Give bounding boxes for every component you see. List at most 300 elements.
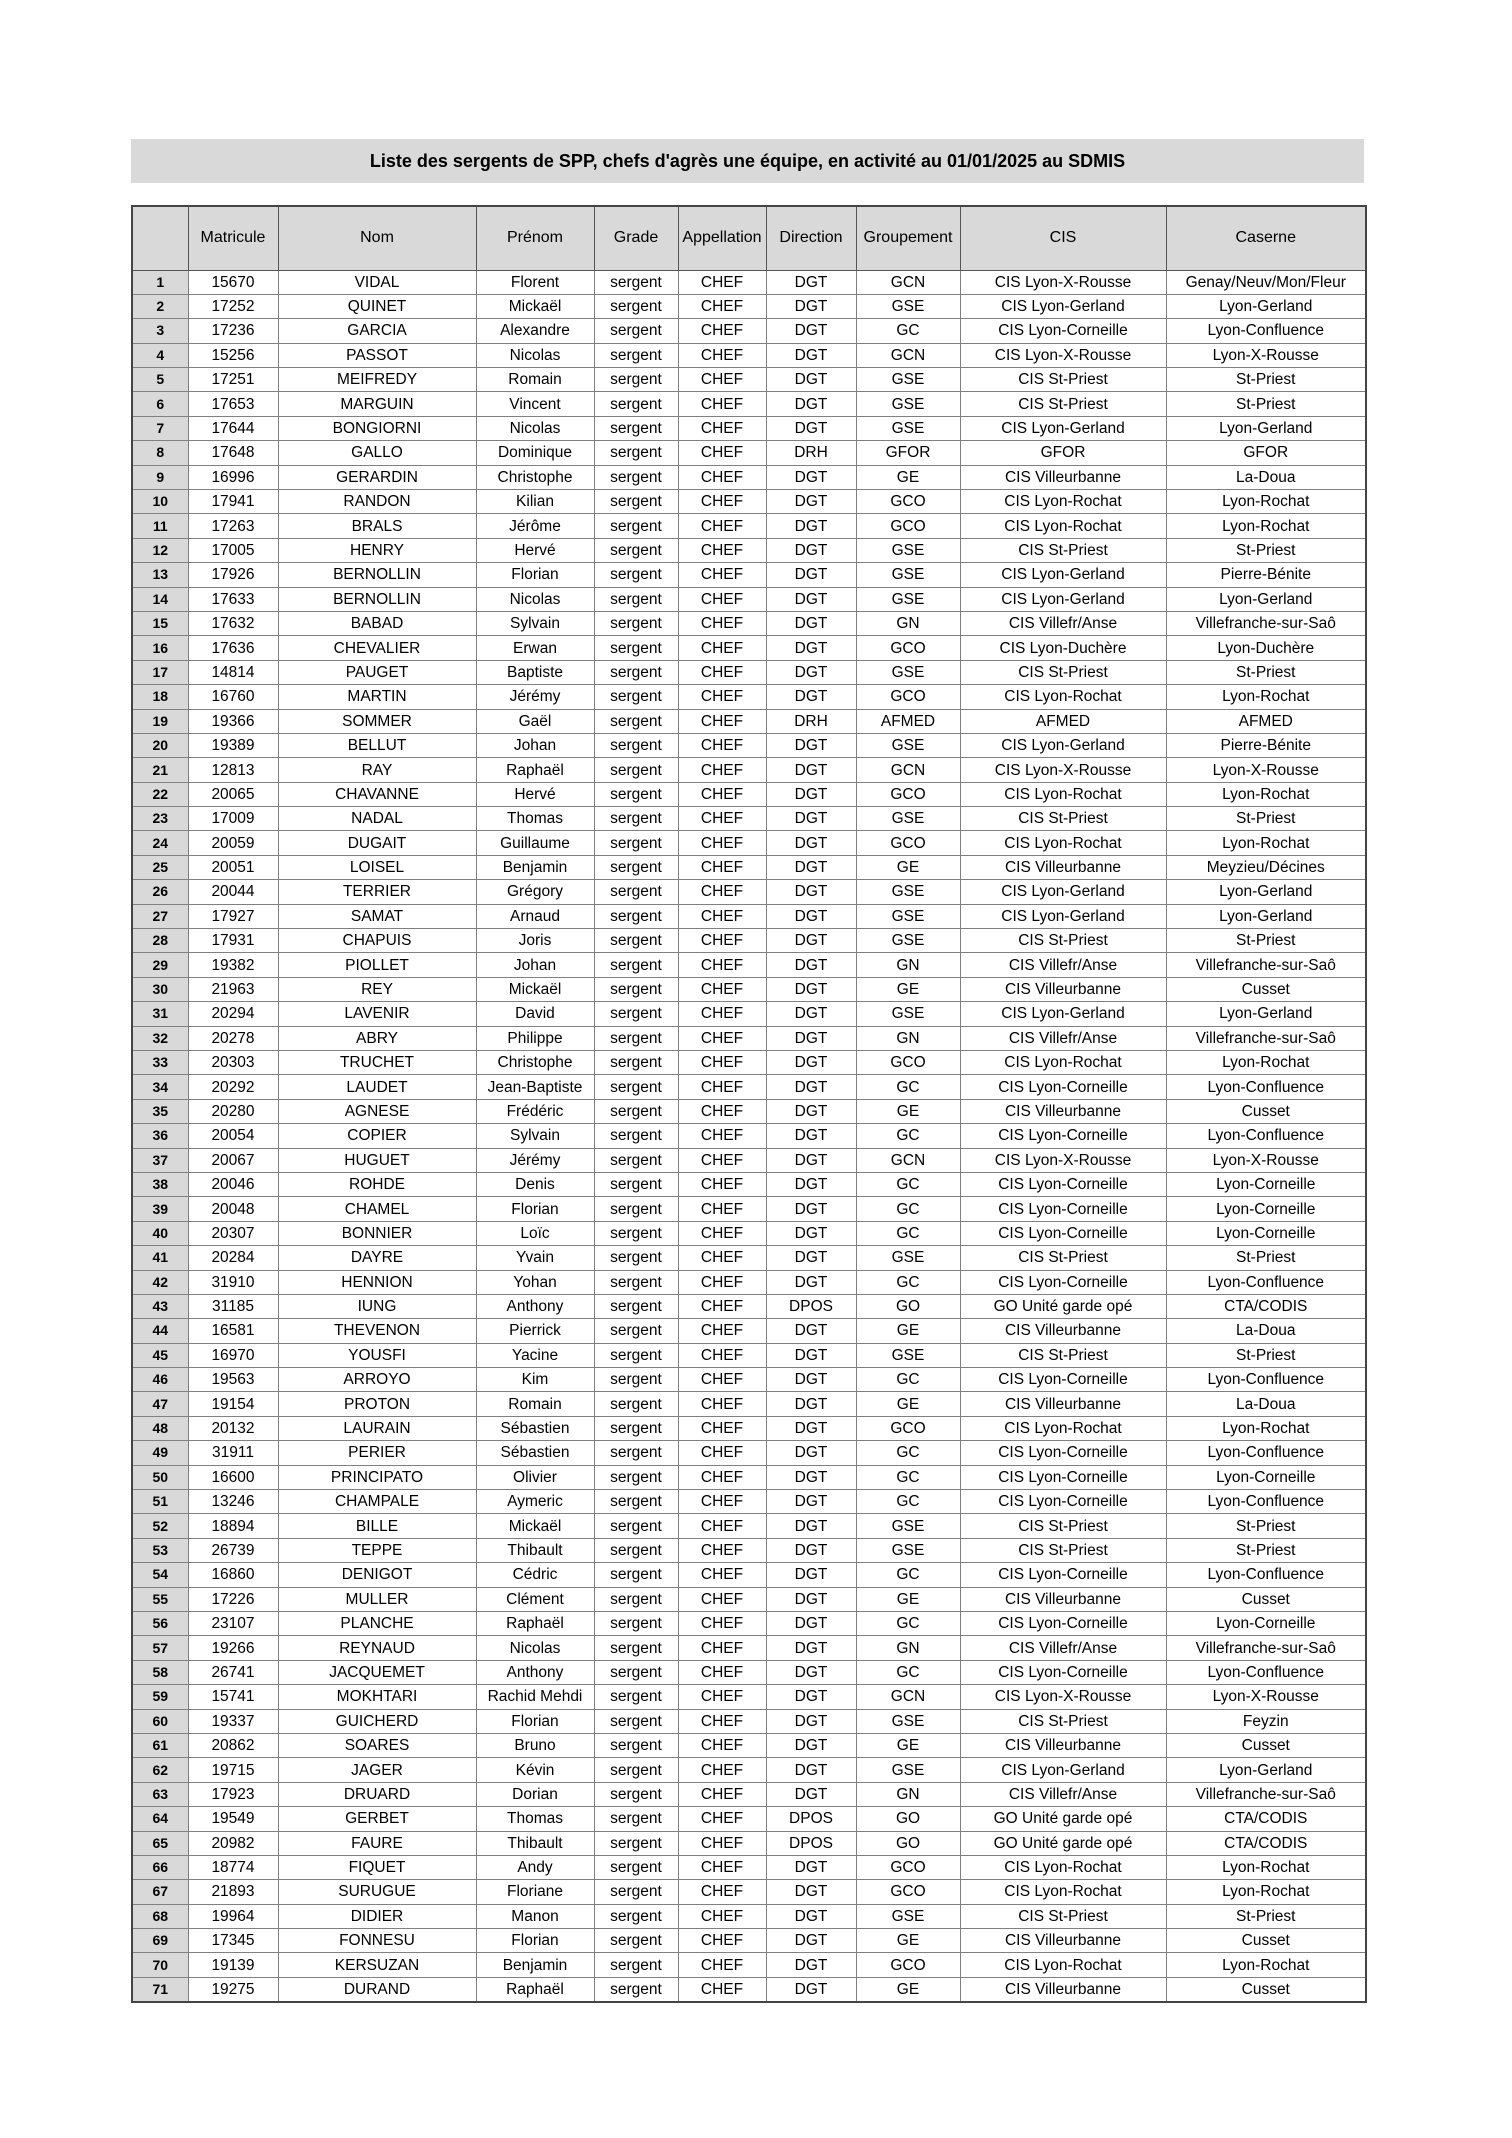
cell-appellation: CHEF — [678, 1733, 766, 1757]
cell-cis: CIS Lyon-Corneille — [960, 1172, 1166, 1196]
table-row — [132, 514, 1366, 538]
cell-grade: sergent — [594, 1782, 678, 1806]
cell-direction: DGT — [766, 490, 856, 514]
cell-row-number: 41 — [132, 1246, 188, 1270]
cell-nom: RANDON — [278, 490, 476, 514]
cell-row-number: 2 — [132, 294, 188, 318]
cell-matricule: 20982 — [188, 1831, 278, 1855]
cell-caserne: St-Priest — [1166, 1246, 1366, 1270]
cell-appellation: CHEF — [678, 855, 766, 879]
cell-cis: GFOR — [960, 441, 1166, 465]
table-row — [132, 1611, 1366, 1635]
cell-caserne: Cusset — [1166, 1929, 1366, 1953]
cell-appellation: CHEF — [678, 977, 766, 1001]
cell-matricule: 15670 — [188, 270, 278, 294]
cell-prenom: Nicolas — [476, 587, 594, 611]
cell-direction: DGT — [766, 1392, 856, 1416]
cell-appellation: CHEF — [678, 1807, 766, 1831]
cell-prenom: Romain — [476, 368, 594, 392]
cell-matricule: 20280 — [188, 1099, 278, 1123]
cell-appellation: CHEF — [678, 1026, 766, 1050]
cell-groupement: GSE — [856, 1343, 960, 1367]
cell-row-number: 55 — [132, 1587, 188, 1611]
table-row — [132, 1880, 1366, 1904]
cell-grade: sergent — [594, 1246, 678, 1270]
cell-grade: sergent — [594, 1002, 678, 1026]
cell-nom: SAMAT — [278, 904, 476, 928]
table-row — [132, 1124, 1366, 1148]
cell-caserne: Lyon-Confluence — [1166, 1075, 1366, 1099]
cell-direction: DGT — [766, 1758, 856, 1782]
cell-cis: CIS Lyon-Gerland — [960, 587, 1166, 611]
cell-nom: SOARES — [278, 1733, 476, 1757]
cell-caserne: Lyon-Corneille — [1166, 1172, 1366, 1196]
cell-groupement: GC — [856, 1611, 960, 1635]
cell-grade: sergent — [594, 831, 678, 855]
cell-nom: MEIFREDY — [278, 368, 476, 392]
table-row — [132, 1953, 1366, 1977]
cell-caserne: Lyon-Rochat — [1166, 514, 1366, 538]
table-row — [132, 1855, 1366, 1879]
cell-prenom: Arnaud — [476, 904, 594, 928]
cell-groupement: GCO — [856, 1416, 960, 1440]
cell-groupement: GSE — [856, 368, 960, 392]
cell-caserne: Pierre-Bénite — [1166, 563, 1366, 587]
table-row — [132, 977, 1366, 1001]
column-header-appellation: Appellation — [678, 206, 766, 270]
cell-groupement: GN — [856, 953, 960, 977]
cell-groupement: GSE — [856, 1709, 960, 1733]
table-row — [132, 1587, 1366, 1611]
column-header-caserne: Caserne — [1166, 206, 1366, 270]
cell-grade: sergent — [594, 855, 678, 879]
cell-nom: DURAND — [278, 1977, 476, 2002]
cell-appellation: CHEF — [678, 416, 766, 440]
cell-prenom: Benjamin — [476, 855, 594, 879]
cell-direction: DGT — [766, 538, 856, 562]
cell-nom: BERNOLLIN — [278, 563, 476, 587]
cell-caserne: Lyon-Gerland — [1166, 587, 1366, 611]
cell-grade: sergent — [594, 1221, 678, 1245]
cell-direction: DGT — [766, 977, 856, 1001]
cell-cis: CIS Lyon-Corneille — [960, 1465, 1166, 1489]
cell-prenom: Erwan — [476, 636, 594, 660]
cell-caserne: Lyon-Gerland — [1166, 294, 1366, 318]
cell-matricule: 17005 — [188, 538, 278, 562]
cell-caserne: Lyon-Gerland — [1166, 1002, 1366, 1026]
cell-caserne: Lyon-Rochat — [1166, 685, 1366, 709]
cell-direction: DGT — [766, 416, 856, 440]
cell-grade: sergent — [594, 1538, 678, 1562]
cell-caserne: Lyon-Rochat — [1166, 831, 1366, 855]
cell-cis: CIS Lyon-Rochat — [960, 831, 1166, 855]
cell-grade: sergent — [594, 1148, 678, 1172]
cell-cis: CIS Villefr/Anse — [960, 1636, 1166, 1660]
cell-nom: PROTON — [278, 1392, 476, 1416]
cell-cis: GO Unité garde opé — [960, 1831, 1166, 1855]
cell-matricule: 17252 — [188, 294, 278, 318]
cell-cis: CIS Lyon-X-Rousse — [960, 1685, 1166, 1709]
cell-grade: sergent — [594, 636, 678, 660]
cell-direction: DGT — [766, 1221, 856, 1245]
cell-caserne: La-Doua — [1166, 1392, 1366, 1416]
cell-matricule: 19266 — [188, 1636, 278, 1660]
cell-caserne: Lyon-X-Rousse — [1166, 343, 1366, 367]
table-row — [132, 392, 1366, 416]
cell-row-number: 27 — [132, 904, 188, 928]
cell-matricule: 19563 — [188, 1368, 278, 1392]
cell-groupement: GC — [856, 1441, 960, 1465]
cell-matricule: 26739 — [188, 1538, 278, 1562]
cell-appellation: CHEF — [678, 1977, 766, 2002]
cell-cis: AFMED — [960, 709, 1166, 733]
cell-prenom: Nicolas — [476, 343, 594, 367]
cell-direction: DGT — [766, 1733, 856, 1757]
cell-matricule: 20294 — [188, 1002, 278, 1026]
cell-nom: MARGUIN — [278, 392, 476, 416]
cell-grade: sergent — [594, 1807, 678, 1831]
cell-caserne: Lyon-Corneille — [1166, 1611, 1366, 1635]
cell-row-number: 9 — [132, 465, 188, 489]
table-row — [132, 441, 1366, 465]
cell-appellation: CHEF — [678, 1514, 766, 1538]
cell-matricule: 14814 — [188, 660, 278, 684]
cell-cis: CIS St-Priest — [960, 368, 1166, 392]
cell-nom: BERNOLLIN — [278, 587, 476, 611]
cell-nom: JACQUEMET — [278, 1660, 476, 1684]
cell-row-number: 6 — [132, 392, 188, 416]
table-row — [132, 807, 1366, 831]
cell-prenom: Florian — [476, 563, 594, 587]
table-row — [132, 1270, 1366, 1294]
table-row — [132, 1807, 1366, 1831]
cell-prenom: Floriane — [476, 1880, 594, 1904]
cell-appellation: CHEF — [678, 929, 766, 953]
cell-cis: CIS Lyon-X-Rousse — [960, 758, 1166, 782]
cell-grade: sergent — [594, 1343, 678, 1367]
cell-cis: CIS Villeurbanne — [960, 1392, 1166, 1416]
cell-row-number: 20 — [132, 733, 188, 757]
column-header-direction: Direction — [766, 206, 856, 270]
cell-cis: CIS St-Priest — [960, 1904, 1166, 1928]
column-header-groupement: Groupement — [856, 206, 960, 270]
cell-direction: DGT — [766, 1709, 856, 1733]
cell-nom: BONNIER — [278, 1221, 476, 1245]
cell-appellation: CHEF — [678, 270, 766, 294]
cell-appellation: CHEF — [678, 1953, 766, 1977]
document-title: Liste des sergents de SPP, chefs d'agrès une équipe, en activité au 01/01/2025 au SDMIS — [369, 150, 1126, 171]
cell-matricule: 20292 — [188, 1075, 278, 1099]
cell-prenom: Raphaël — [476, 758, 594, 782]
table-row — [132, 1929, 1366, 1953]
table-row — [132, 1465, 1366, 1489]
cell-prenom: Nicolas — [476, 416, 594, 440]
cell-row-number: 38 — [132, 1172, 188, 1196]
cell-matricule: 17633 — [188, 587, 278, 611]
cell-nom: PERIER — [278, 1441, 476, 1465]
cell-prenom: Clément — [476, 1587, 594, 1611]
cell-groupement: GE — [856, 1733, 960, 1757]
cell-direction: DGT — [766, 1246, 856, 1270]
table-row — [132, 1660, 1366, 1684]
table-row — [132, 1685, 1366, 1709]
cell-row-number: 7 — [132, 416, 188, 440]
cell-prenom: Jean-Baptiste — [476, 1075, 594, 1099]
cell-groupement: GE — [856, 977, 960, 1001]
cell-caserne: Lyon-Corneille — [1166, 1465, 1366, 1489]
cell-prenom: Kévin — [476, 1758, 594, 1782]
table-row — [132, 733, 1366, 757]
cell-caserne: Villefranche-sur-Saô — [1166, 1636, 1366, 1660]
cell-nom: BRALS — [278, 514, 476, 538]
table-row — [132, 758, 1366, 782]
table-row — [132, 1977, 1366, 2002]
cell-prenom: Gaël — [476, 709, 594, 733]
cell-grade: sergent — [594, 416, 678, 440]
cell-appellation: CHEF — [678, 611, 766, 635]
cell-direction: DGT — [766, 1124, 856, 1148]
cell-grade: sergent — [594, 758, 678, 782]
cell-cis: CIS Lyon-Gerland — [960, 563, 1166, 587]
cell-grade: sergent — [594, 904, 678, 928]
cell-prenom: Grégory — [476, 880, 594, 904]
cell-prenom: Olivier — [476, 1465, 594, 1489]
cell-row-number: 53 — [132, 1538, 188, 1562]
cell-appellation: CHEF — [678, 587, 766, 611]
table-row — [132, 1026, 1366, 1050]
cell-prenom: Dominique — [476, 441, 594, 465]
cell-cis: CIS Lyon-Duchère — [960, 636, 1166, 660]
cell-cis: CIS Lyon-Rochat — [960, 1051, 1166, 1075]
cell-appellation: CHEF — [678, 1051, 766, 1075]
cell-groupement: GC — [856, 1172, 960, 1196]
cell-groupement: GSE — [856, 392, 960, 416]
cell-matricule: 13246 — [188, 1490, 278, 1514]
cell-prenom: Pierrick — [476, 1319, 594, 1343]
column-header-row-number — [132, 206, 188, 270]
cell-direction: DGT — [766, 855, 856, 879]
cell-nom: JAGER — [278, 1758, 476, 1782]
cell-direction: DGT — [766, 1002, 856, 1026]
cell-nom: KERSUZAN — [278, 1953, 476, 1977]
cell-matricule: 17931 — [188, 929, 278, 953]
cell-grade: sergent — [594, 538, 678, 562]
cell-appellation: CHEF — [678, 953, 766, 977]
cell-grade: sergent — [594, 441, 678, 465]
table-row — [132, 465, 1366, 489]
cell-groupement: GSE — [856, 1758, 960, 1782]
cell-matricule: 17632 — [188, 611, 278, 635]
cell-direction: DGT — [766, 1051, 856, 1075]
cell-groupement: GSE — [856, 904, 960, 928]
table-row — [132, 1904, 1366, 1928]
cell-nom: DENIGOT — [278, 1563, 476, 1587]
cell-nom: LAUDET — [278, 1075, 476, 1099]
cell-groupement: GC — [856, 1660, 960, 1684]
cell-grade: sergent — [594, 1124, 678, 1148]
table-row — [132, 1831, 1366, 1855]
cell-prenom: Florent — [476, 270, 594, 294]
cell-direction: DGT — [766, 1099, 856, 1123]
cell-cis: CIS Lyon-Gerland — [960, 416, 1166, 440]
cell-groupement: GN — [856, 1782, 960, 1806]
cell-row-number: 36 — [132, 1124, 188, 1148]
cell-cis: CIS Lyon-Gerland — [960, 733, 1166, 757]
table-row — [132, 1538, 1366, 1562]
cell-row-number: 39 — [132, 1197, 188, 1221]
cell-caserne: La-Doua — [1166, 465, 1366, 489]
cell-direction: DGT — [766, 1953, 856, 1977]
table-row — [132, 1709, 1366, 1733]
cell-matricule: 20051 — [188, 855, 278, 879]
cell-appellation: CHEF — [678, 1855, 766, 1879]
cell-grade: sergent — [594, 1319, 678, 1343]
table-row — [132, 1416, 1366, 1440]
cell-row-number: 49 — [132, 1441, 188, 1465]
cell-nom: HENNION — [278, 1270, 476, 1294]
cell-groupement: GCO — [856, 831, 960, 855]
cell-appellation: CHEF — [678, 1538, 766, 1562]
cell-caserne: Lyon-Rochat — [1166, 1855, 1366, 1879]
cell-groupement: GCO — [856, 685, 960, 709]
cell-caserne: GFOR — [1166, 441, 1366, 465]
cell-direction: DGT — [766, 1782, 856, 1806]
cell-row-number: 61 — [132, 1733, 188, 1757]
table-row — [132, 563, 1366, 587]
cell-cis: CIS Villeurbanne — [960, 1319, 1166, 1343]
cell-caserne: Villefranche-sur-Saô — [1166, 953, 1366, 977]
cell-caserne: Cusset — [1166, 1099, 1366, 1123]
cell-row-number: 19 — [132, 709, 188, 733]
cell-cis: CIS Lyon-X-Rousse — [960, 1148, 1166, 1172]
cell-row-number: 45 — [132, 1343, 188, 1367]
cell-groupement: GSE — [856, 733, 960, 757]
cell-nom: CHAPUIS — [278, 929, 476, 953]
cell-direction: DGT — [766, 1636, 856, 1660]
cell-prenom: Frédéric — [476, 1099, 594, 1123]
cell-caserne: St-Priest — [1166, 929, 1366, 953]
cell-cis: CIS Villeurbanne — [960, 1733, 1166, 1757]
cell-caserne: Lyon-Duchère — [1166, 636, 1366, 660]
table-row — [132, 1758, 1366, 1782]
cell-row-number: 59 — [132, 1685, 188, 1709]
cell-row-number: 35 — [132, 1099, 188, 1123]
cell-row-number: 25 — [132, 855, 188, 879]
cell-grade: sergent — [594, 1099, 678, 1123]
cell-prenom: Cédric — [476, 1563, 594, 1587]
cell-direction: DGT — [766, 953, 856, 977]
cell-groupement: GC — [856, 1124, 960, 1148]
cell-groupement: GO — [856, 1831, 960, 1855]
cell-groupement: GE — [856, 1099, 960, 1123]
table-row — [132, 709, 1366, 733]
cell-groupement: GSE — [856, 587, 960, 611]
cell-matricule: 19389 — [188, 733, 278, 757]
table-row — [132, 319, 1366, 343]
cell-direction: DGT — [766, 465, 856, 489]
table-row — [132, 1441, 1366, 1465]
cell-appellation: CHEF — [678, 660, 766, 684]
cell-nom: ROHDE — [278, 1172, 476, 1196]
cell-matricule: 17648 — [188, 441, 278, 465]
cell-cis: CIS Villeurbanne — [960, 977, 1166, 1001]
cell-matricule: 19549 — [188, 1807, 278, 1831]
cell-matricule: 20059 — [188, 831, 278, 855]
cell-caserne: Lyon-Gerland — [1166, 416, 1366, 440]
cell-caserne: Lyon-Rochat — [1166, 490, 1366, 514]
cell-row-number: 63 — [132, 1782, 188, 1806]
cell-groupement: GC — [856, 1368, 960, 1392]
cell-appellation: CHEF — [678, 1465, 766, 1489]
cell-caserne: Lyon-Confluence — [1166, 1124, 1366, 1148]
cell-matricule: 20048 — [188, 1197, 278, 1221]
cell-appellation: CHEF — [678, 392, 766, 416]
cell-row-number: 58 — [132, 1660, 188, 1684]
cell-prenom: Manon — [476, 1904, 594, 1928]
cell-prenom: Dorian — [476, 1782, 594, 1806]
table-row — [132, 855, 1366, 879]
cell-nom: PIOLLET — [278, 953, 476, 977]
cell-cis: CIS Lyon-X-Rousse — [960, 270, 1166, 294]
cell-matricule: 20067 — [188, 1148, 278, 1172]
cell-appellation: CHEF — [678, 1319, 766, 1343]
header-row — [132, 206, 1366, 270]
cell-nom: YOUSFI — [278, 1343, 476, 1367]
cell-matricule: 16970 — [188, 1343, 278, 1367]
cell-grade: sergent — [594, 1733, 678, 1757]
cell-appellation: CHEF — [678, 1197, 766, 1221]
cell-cis: CIS Lyon-Corneille — [960, 1075, 1166, 1099]
cell-matricule: 19337 — [188, 1709, 278, 1733]
cell-prenom: Thomas — [476, 807, 594, 831]
cell-matricule: 18774 — [188, 1855, 278, 1879]
cell-cis: CIS Lyon-Rochat — [960, 490, 1166, 514]
table-row — [132, 904, 1366, 928]
cell-groupement: GN — [856, 611, 960, 635]
cell-grade: sergent — [594, 514, 678, 538]
cell-nom: COPIER — [278, 1124, 476, 1148]
cell-grade: sergent — [594, 1051, 678, 1075]
cell-appellation: CHEF — [678, 733, 766, 757]
cell-grade: sergent — [594, 1929, 678, 1953]
cell-matricule: 17345 — [188, 1929, 278, 1953]
cell-row-number: 60 — [132, 1709, 188, 1733]
cell-groupement: GSE — [856, 929, 960, 953]
cell-groupement: GSE — [856, 880, 960, 904]
column-header-matricule: Matricule — [188, 206, 278, 270]
cell-nom: BELLUT — [278, 733, 476, 757]
cell-appellation: CHEF — [678, 1148, 766, 1172]
table-row — [132, 636, 1366, 660]
cell-direction: DGT — [766, 1441, 856, 1465]
cell-caserne: La-Doua — [1166, 1319, 1366, 1343]
cell-prenom: Raphaël — [476, 1611, 594, 1635]
cell-matricule: 31185 — [188, 1294, 278, 1318]
cell-grade: sergent — [594, 685, 678, 709]
cell-cis: CIS St-Priest — [960, 538, 1166, 562]
cell-groupement: GC — [856, 1221, 960, 1245]
cell-matricule: 21893 — [188, 1880, 278, 1904]
cell-appellation: CHEF — [678, 1124, 766, 1148]
cell-direction: DGT — [766, 1197, 856, 1221]
cell-groupement: GN — [856, 1636, 960, 1660]
cell-matricule: 16860 — [188, 1563, 278, 1587]
table-header — [132, 206, 1366, 270]
cell-caserne: Lyon-Gerland — [1166, 904, 1366, 928]
cell-grade: sergent — [594, 953, 678, 977]
cell-direction: DGT — [766, 270, 856, 294]
cell-cis: CIS St-Priest — [960, 929, 1166, 953]
